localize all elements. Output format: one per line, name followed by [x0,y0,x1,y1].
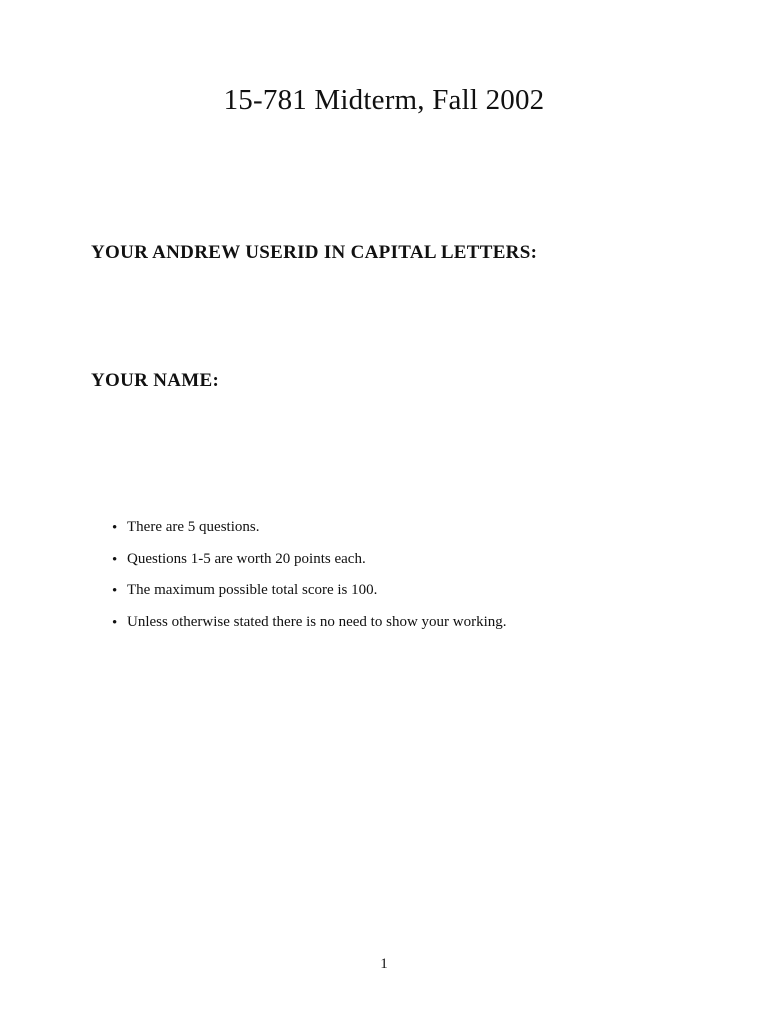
list-item [109,581,507,613]
userid-label: YOUR ANDREW USERID IN CAPITAL LETTERS: [91,242,538,263]
instructions-list [109,518,507,644]
list-item [109,518,507,550]
bullet-icon: • [112,551,118,568]
instruction-text: There are 5 questions. [127,519,260,535]
bullet-icon: • [112,583,118,599]
instruction-text: Questions 1-5 are worth 20 points each. [127,550,366,567]
instruction-text: Unless otherwise stated there is no need to show your working. [127,613,507,630]
list-item [109,613,507,645]
page-title: 15-781 Midterm, Fall 2002 [223,84,545,116]
page-number: 1 [380,956,388,972]
instruction-text: The maximum possible total score is 100. [127,582,378,598]
bullet-icon: • [112,520,118,536]
bullet-icon: • [112,614,118,631]
list-item [109,550,507,582]
name-label: YOUR NAME: [91,370,220,391]
